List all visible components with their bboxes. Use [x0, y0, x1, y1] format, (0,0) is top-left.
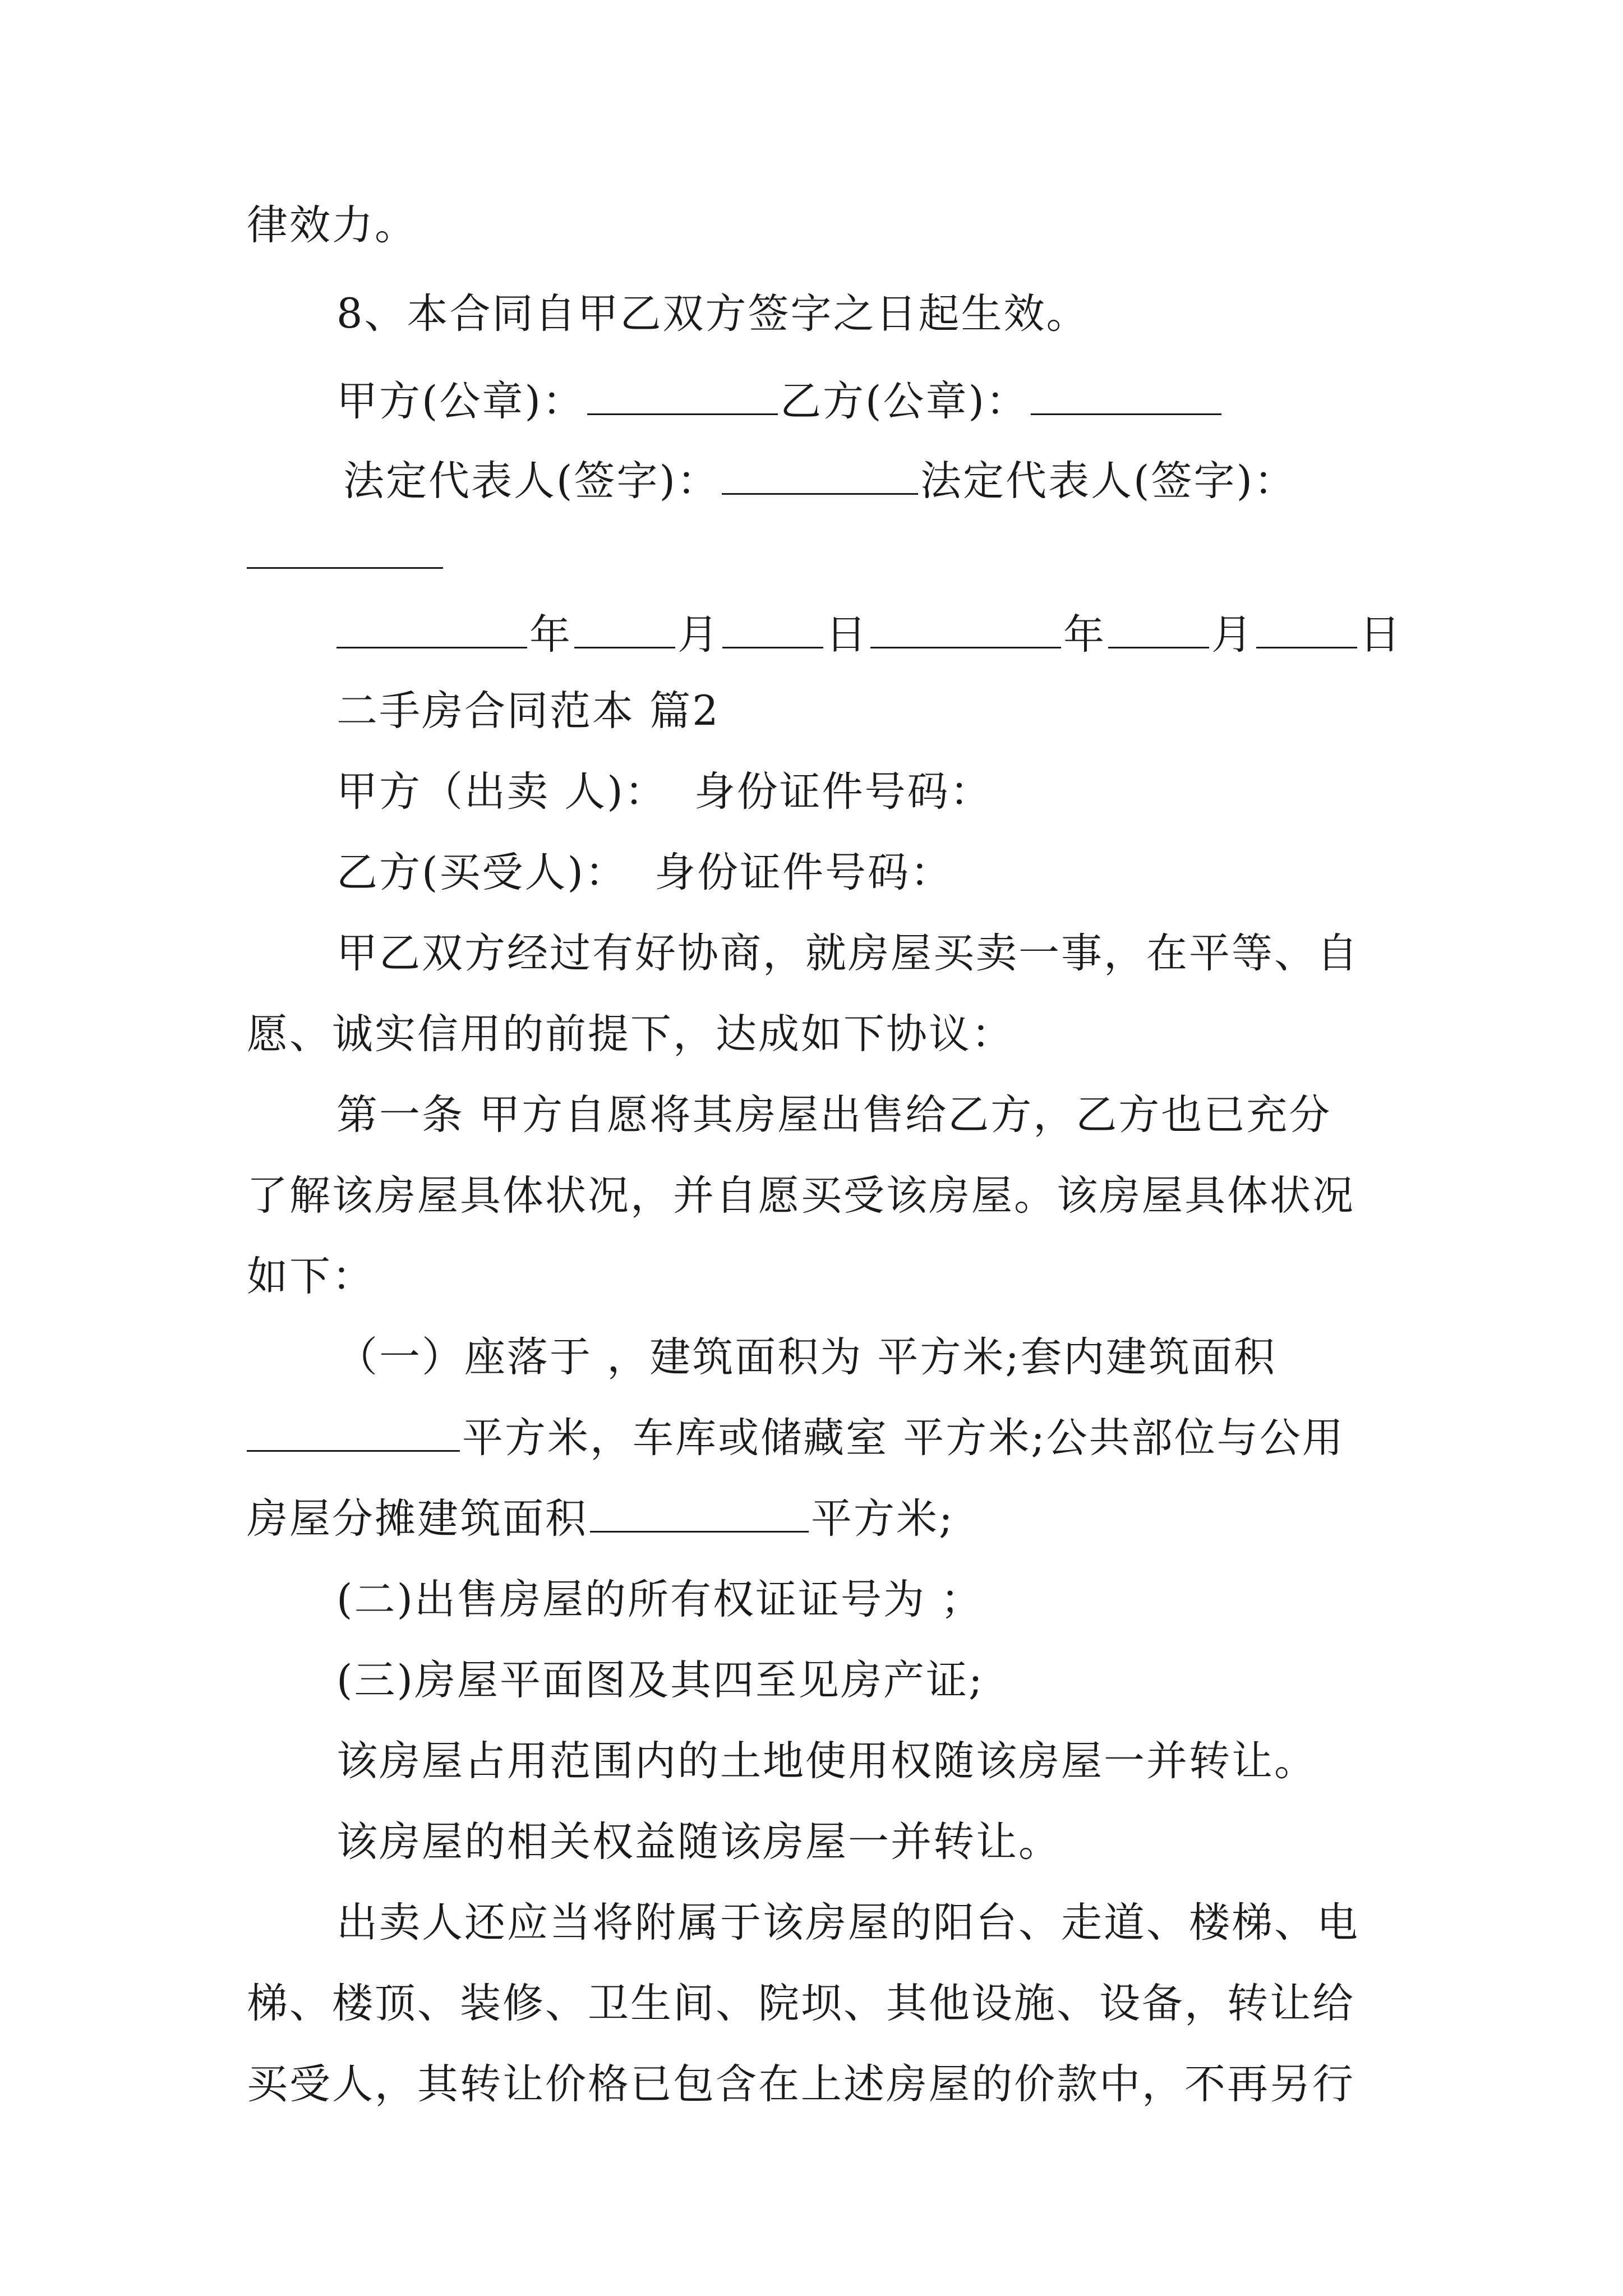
text-line: 第一条 甲方自愿将其房屋出售给乙方，乙方也已充分 [336, 1091, 1332, 1139]
text-line: 了解该房屋具体状况，并自愿买受该房屋。该房屋具体状况 [247, 1172, 1355, 1220]
text-line: 买受人，其转让价格已包含在上述房屋的价款中，不再另行 [247, 2060, 1355, 2108]
day-label: 日 [826, 611, 868, 659]
year-label: 年 [529, 611, 572, 659]
date-line [336, 607, 1402, 663]
blank-field [1031, 378, 1221, 415]
blank-field [587, 378, 778, 415]
party-b-representative-label: 法定代表人(签字)： [920, 457, 1297, 505]
party-b-seal-label: 乙方(公章)： [780, 378, 1029, 425]
signature-line-seal [336, 374, 1391, 430]
year-label: 年 [1063, 611, 1106, 659]
text-span: 平方米; [811, 1495, 955, 1543]
blank-field [722, 457, 918, 495]
blank-field [247, 1414, 460, 1452]
text-line: 如下： [247, 1253, 375, 1300]
text-line: 该房屋占用范围内的土地使用权随该房屋一并转让。 [336, 1737, 1317, 1785]
text-line: (三)房屋平面图及其四至见房产证; [336, 1657, 984, 1704]
month-label: 月 [1211, 611, 1254, 659]
blank-field [1108, 611, 1209, 648]
blank-field [722, 611, 823, 648]
day-label: 日 [1359, 611, 1402, 659]
blank-line [247, 527, 1391, 583]
text-span: 平方米，车库或储藏室 平方米;公共部位与公用 [462, 1414, 1345, 1462]
party-b-line [336, 845, 1391, 901]
blank-field [247, 531, 443, 569]
month-label: 月 [677, 611, 720, 659]
text-line: 该房屋的相关权益随该房屋一并转让。 [336, 1818, 1061, 1866]
blank-field [870, 611, 1061, 648]
party-a-representative-label: 法定代表人(签字)： [343, 457, 720, 505]
text-line: 8、本合同自甲乙双方签字之日起生效。 [336, 290, 1089, 338]
party-a-label: 甲方（出卖 人)： [336, 768, 667, 816]
text-line-with-blank [247, 1410, 1391, 1466]
text-line: (二)出售房屋的所有权证证号为 ； [336, 1576, 984, 1623]
text-line-with-blank [247, 1491, 1391, 1547]
signature-line-representative [343, 453, 1398, 509]
text-line: 律效力。 [247, 201, 417, 249]
party-a-seal-label: 甲方(公章)： [336, 378, 585, 425]
section-title: 二手房合同范本 篇2 [336, 687, 720, 735]
text-line: 甲乙双方经过有好协商，就房屋买卖一事，在平等、自 [336, 930, 1359, 977]
text-line: 出卖人还应当将附属于该房屋的阳台、走道、楼梯、电 [336, 1899, 1359, 1947]
id-number-label: 身份证件号码： [654, 849, 953, 896]
id-number-label: 身份证件号码： [694, 768, 993, 816]
blank-field [1256, 611, 1357, 648]
party-b-label: 乙方(买受人)： [336, 849, 628, 896]
text-line: （一）座落于 ，建筑面积为 平方米;套内建筑面积 [336, 1333, 1277, 1381]
blank-field [590, 1495, 809, 1533]
text-line: 梯、楼顶、装修、卫生间、院坝、其他设施、设备，转让给 [247, 1980, 1355, 2027]
blank-field [336, 611, 527, 648]
blank-field [574, 611, 675, 648]
text-line: 愿、诚实信用的前提下，达成如下协议： [247, 1010, 1014, 1058]
party-a-line [336, 764, 1391, 820]
text-span: 房屋分摊建筑面积 [247, 1495, 588, 1543]
